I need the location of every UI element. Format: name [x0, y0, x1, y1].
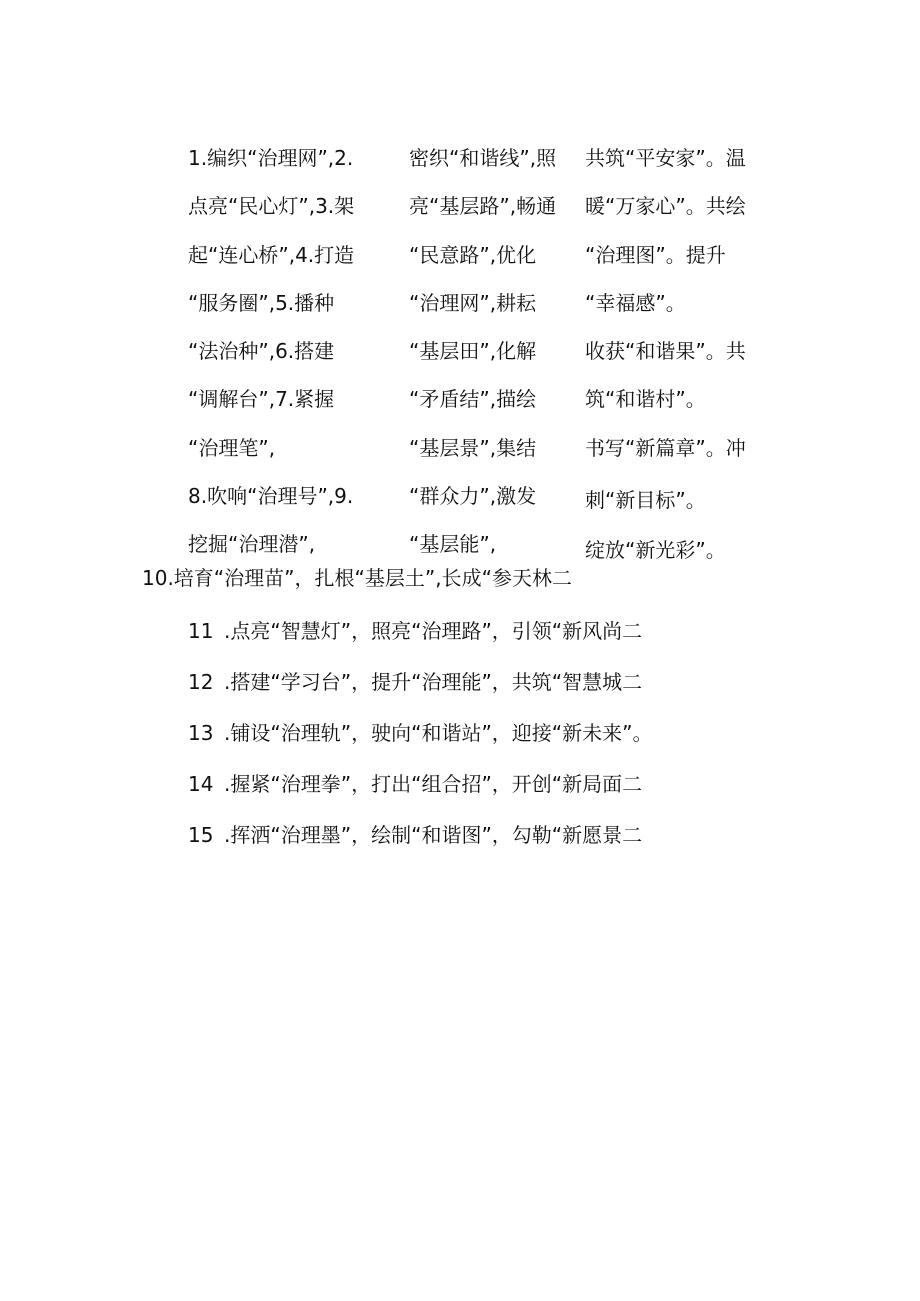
- col-a-line: 挖掘“治理潜”,: [188, 532, 316, 556]
- col-b-line: 亮“基层路”,畅通: [409, 194, 557, 218]
- col-b-line: “群众力”,激发: [409, 484, 537, 508]
- col-b-line: “基层景”,集结: [409, 436, 537, 460]
- col-c-line: 收获“和谐果”。共: [585, 339, 746, 363]
- col-c-line: 绽放“新光彩”。: [585, 538, 726, 562]
- numbered-line: [188, 619, 642, 643]
- col-c-line: 书写“新篇章”。冲: [585, 436, 746, 460]
- numbered-line: [188, 772, 642, 796]
- line-number: 11: [188, 619, 214, 643]
- numbered-line: [188, 823, 642, 847]
- numbered-line: [142, 566, 572, 590]
- col-c-line: 刺“新目标”。: [585, 488, 706, 512]
- col-b-line: “基层能”,: [409, 532, 497, 556]
- line-text: .搭建“学习台”，提升“治理能”，共筑“智慧城二: [224, 670, 643, 694]
- col-a-line: 1.编织“治理网”,2.: [188, 146, 354, 170]
- col-c-line: 筑“和谐村”。: [585, 387, 706, 411]
- col-a-line: “治理笔”,: [188, 436, 276, 460]
- col-b-line: “治理网”,耕耘: [409, 291, 537, 315]
- line-text: .挥洒“治理墨”，绘制“和谐图”，勾勒“新愿景二: [224, 823, 643, 847]
- col-c-line: “治理图”。提升: [585, 243, 726, 267]
- col-b-line: “基层田”,化解: [409, 339, 537, 363]
- line-number: 12: [188, 670, 214, 694]
- col-a-line: “调解台”,7.紧握: [188, 387, 335, 411]
- line-text: 10.培育“治理苗”，扎根“基层土”,长成“参天林二: [142, 566, 572, 590]
- col-b-line: “矛盾结”,描绘: [409, 387, 537, 411]
- col-b-line: 密织“和谐线”,照: [409, 146, 557, 170]
- line-number: 13: [188, 721, 214, 745]
- col-a-line: 8.吹响“治理号”,9.: [188, 484, 354, 508]
- col-a-line: 起“连心桥”,4.打造: [188, 243, 355, 267]
- line-text: .铺设“治理轨”，驶向“和谐站”，迎接“新未来”。: [224, 721, 653, 745]
- col-a-line: 点亮“民心灯”,3.架: [188, 194, 355, 218]
- line-text: .点亮“智慧灯”，照亮“治理路”，引领“新风尚二: [224, 619, 643, 643]
- line-text: .握紧“治理拳”，打出“组合招”，开创“新局面二: [224, 772, 643, 796]
- numbered-line: [188, 670, 642, 694]
- col-b-line: “民意路”,优化: [409, 243, 537, 267]
- col-c-line: 共筑“平安家”。温: [585, 146, 746, 170]
- line-number: 14: [188, 772, 214, 796]
- col-c-line: 暖“万家心”。共绘: [585, 194, 746, 218]
- col-a-line: “法治种”,6.搭建: [188, 339, 335, 363]
- numbered-line: [188, 721, 653, 745]
- line-number: 15: [188, 823, 214, 847]
- col-c-line: “幸福感”。: [585, 291, 686, 315]
- col-a-line: “服务圈”,5.播种: [188, 291, 335, 315]
